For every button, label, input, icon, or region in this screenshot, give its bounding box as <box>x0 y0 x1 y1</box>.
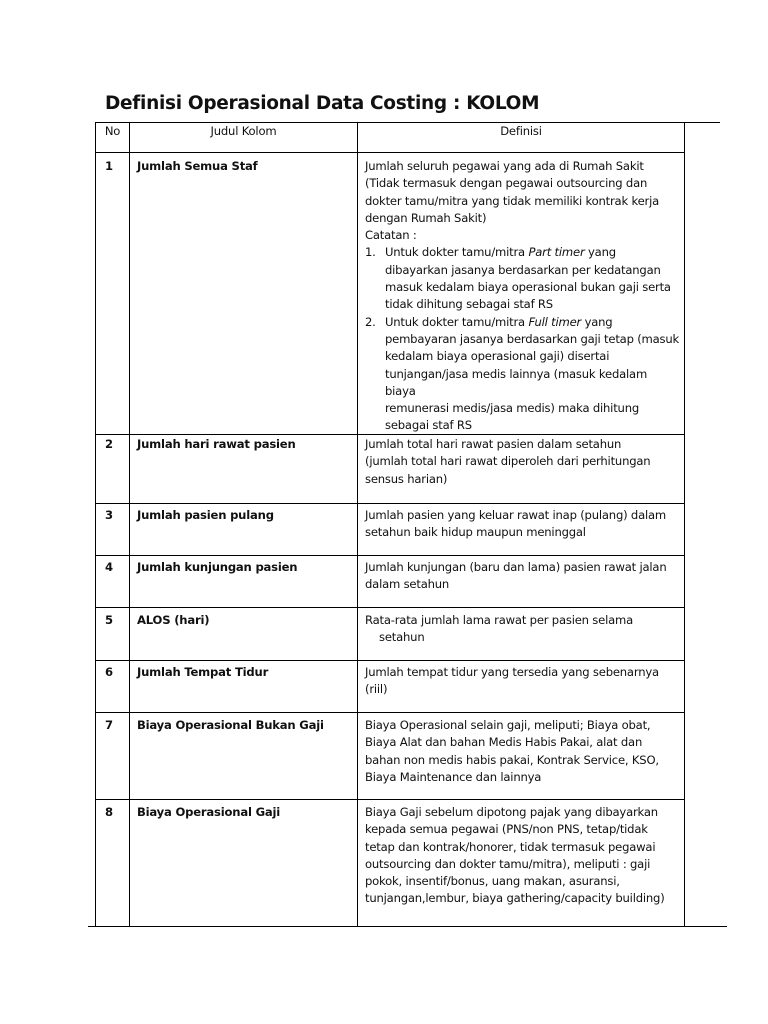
row-number: 7 <box>105 718 113 732</box>
row-definition: Jumlah kunjungan (baru dan lama) pasien rawat jalan dalam setahun <box>365 560 667 592</box>
row-title: Biaya Operasional Gaji <box>137 805 281 819</box>
row-number: 8 <box>105 805 113 819</box>
row-number: 6 <box>105 665 113 679</box>
row-divider <box>95 607 685 608</box>
header-no: No <box>104 124 121 138</box>
row-number: 5 <box>105 613 113 627</box>
row-definition: Biaya Gaji sebelum dipotong pajak yang dibayarkan kepada semua pegawai (PNS/non PNS, tetap/tidak tetap dan kontrak/honorer, tidak termasuk pegawai outsourcing dan dokter tamu/mitra), meliputi : gaji pokok, insentif/bonus, uang makan, asuransi, tunjangan,lembur, biaya gathering/capacity building) <box>365 805 665 906</box>
page-title: Definisi Operasional Data Costing : KOLOM <box>105 93 540 114</box>
row-divider <box>95 503 685 504</box>
row-divider <box>95 799 685 800</box>
table-border-left <box>95 122 96 927</box>
row-definition: Biaya Operasional selain gaji, meliputi; Biaya obat, Biaya Alat dan bahan Medis Habis Pakai, alat dan bahan non medis habis pakai, Kontrak Service, KSO, Biaya Maintenance dan lainnya <box>365 718 659 784</box>
row-divider <box>95 152 685 153</box>
header-judul-kolom: Judul Kolom <box>210 124 277 138</box>
row-definition: Jumlah total hari rawat pasien dalam setahun (jumlah total hari rawat diperoleh dari perhitungan sensus harian) <box>365 437 651 486</box>
row-divider <box>95 555 685 556</box>
column-divider <box>129 122 130 927</box>
row-number: 1 <box>105 159 113 173</box>
row-title: Jumlah pasien pulang <box>137 508 274 522</box>
row-definition: Rata-rata jumlah lama rawat per pasien selama setahun <box>365 613 633 645</box>
table-border-bottom <box>88 926 727 927</box>
row-title: Biaya Operasional Bukan Gaji <box>137 718 324 732</box>
row-divider <box>95 660 685 661</box>
row-title: Jumlah Tempat Tidur <box>137 665 269 679</box>
row-number: 4 <box>105 560 113 574</box>
column-divider <box>357 122 358 927</box>
row-definition: Jumlah seluruh pegawai yang ada di Rumah Sakit (Tidak termasuk dengan pegawai outsourcing dan dokter tamu/mitra yang tidak memiliki kontrak kerja dengan Rumah Sakit) Catatan : 1. Untuk dokter tamu/mitra Part timer yang dibayarkan jasanya berdasarkan per kedatangan masuk kedalam biaya operasional bukan gaji serta tidak dihitung sebagai staf RS 2. Untuk dokter tamu/mitra Full timer yang pembayaran jasanya berdasarkan gaji tetap (masuk kedalam biaya operasional gaji) disertai tunjangan/jasa medis lainnya (masuk kedalam biaya remunerasi medis/jasa medis) maka dihitung sebagai staf RS <box>365 158 681 435</box>
row-title: ALOS (hari) <box>137 613 210 627</box>
row-definition: Jumlah pasien yang keluar rawat inap (pulang) dalam setahun baik hidup maupun meninggal <box>365 508 666 540</box>
header-definisi: Definisi <box>500 124 542 138</box>
note-item: 2. Untuk dokter tamu/mitra Full timer yang pembayaran jasanya berdasarkan gaji tetap (masuk kedalam biaya operasional gaji) disertai tunjangan/jasa medis lainnya (masuk kedalam biaya remunerasi medis/jasa medis) maka dihitung sebagai staf RS <box>365 314 680 433</box>
row-title: Jumlah kunjungan pasien <box>137 560 298 574</box>
notes-list <box>365 244 681 434</box>
row-divider <box>95 712 685 713</box>
table-border-right <box>684 122 685 927</box>
row-title: Jumlah Semua Staf <box>137 159 258 173</box>
row-number: 3 <box>105 508 113 522</box>
row-definition: Jumlah tempat tidur yang tersedia yang sebenarnya (riil) <box>365 665 659 697</box>
row-number: 2 <box>105 437 113 451</box>
note-item: 1. Untuk dokter tamu/mitra Part timer yang dibayarkan jasanya berdasarkan per kedatangan masuk kedalam biaya operasional bukan gaji serta tidak dihitung sebagai staf RS <box>365 245 671 312</box>
row-title: Jumlah hari rawat pasien <box>137 437 296 451</box>
